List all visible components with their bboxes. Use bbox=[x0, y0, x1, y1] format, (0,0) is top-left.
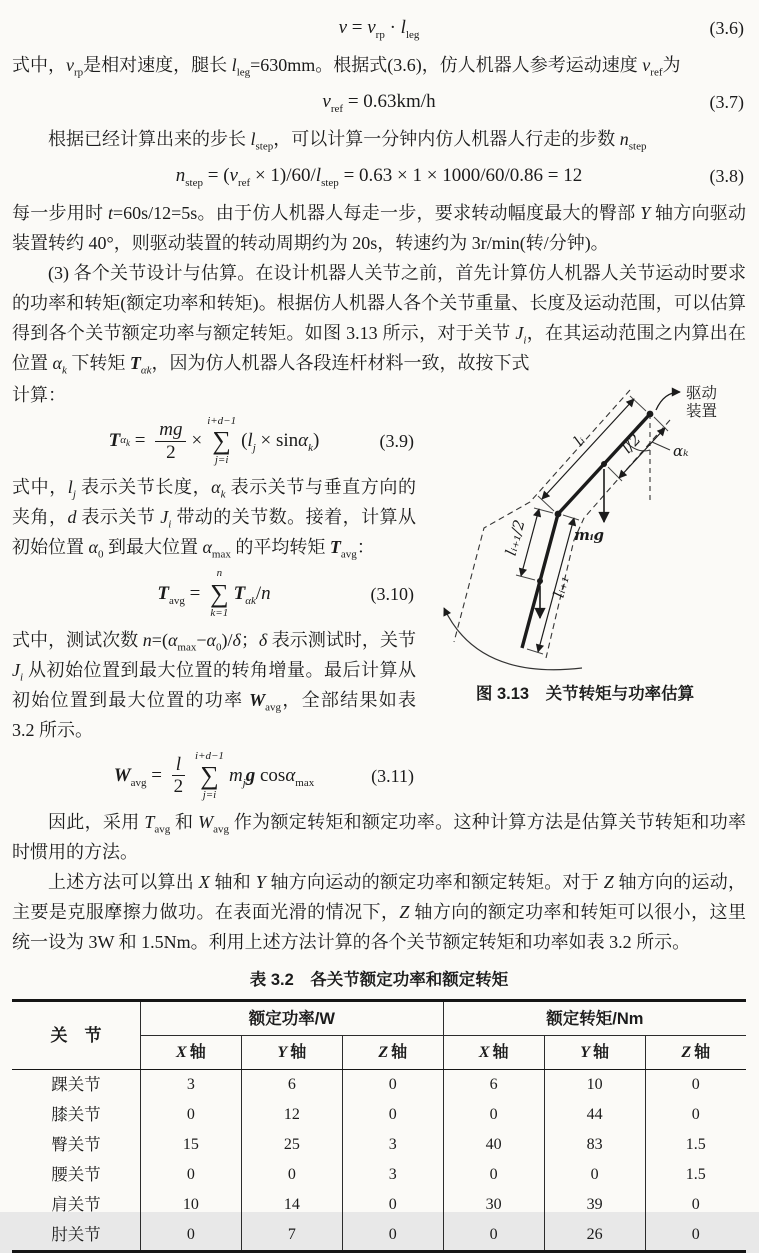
paragraph-calc-label: 计算： bbox=[12, 385, 66, 405]
table-cell-value: 0 bbox=[645, 1070, 746, 1101]
table-cell-value: 0 bbox=[443, 1160, 544, 1190]
alpha-k-label: αₖ bbox=[673, 442, 689, 460]
l-i1-half-label: lᵢ₊₁/2 bbox=[501, 517, 529, 558]
table-row bbox=[12, 1100, 746, 1130]
two-column-section bbox=[12, 380, 746, 807]
paragraph-relative-speed: 式中，$v_{rp}$是相对速度，腿长 $l_{leg}=630mm$。根据式(3.6)，仿人机器人参考运动速度 $v_{ref}$为 bbox=[12, 55, 681, 79]
summation: n ∑ k=1 bbox=[210, 567, 229, 619]
table-cell-value: 0 bbox=[443, 1220, 544, 1252]
summation: i+d−1 ∑ j=i bbox=[195, 749, 224, 801]
equation-number: (3.11) bbox=[371, 765, 414, 786]
paragraph-conclusion-method: 因此，采用 $T_{avg}$ 和 $W_{avg}$ 作为额定转矩和额定功率。这种计算方法是估算关节转矩和功率时惯用的方法。 bbox=[12, 812, 747, 863]
silhouette-dashed-right bbox=[546, 420, 670, 658]
table-cell-value: 0 bbox=[443, 1100, 544, 1130]
equation-3-8 bbox=[12, 159, 746, 193]
equation-body: $v_{ref} = 0.63km/h$ bbox=[322, 91, 436, 115]
drive-device-label: 装置 bbox=[686, 403, 718, 420]
table-cell-value: 83 bbox=[544, 1130, 645, 1160]
table-cell-value: 25 bbox=[241, 1130, 342, 1160]
column-header-joint: 关 节 bbox=[12, 1001, 140, 1070]
table-cell-value: 0 bbox=[140, 1220, 241, 1252]
table-row bbox=[12, 1220, 746, 1252]
table-cell-value: 14 bbox=[241, 1190, 342, 1220]
table-row bbox=[12, 1130, 746, 1160]
table-cell-value: 0 bbox=[342, 1220, 443, 1252]
joint-label: 膝关节 bbox=[51, 1105, 101, 1125]
table-row bbox=[12, 1160, 746, 1190]
table-cell-value: 0 bbox=[645, 1220, 746, 1252]
l-i-label: lᵢ bbox=[570, 431, 589, 450]
summation: i+d−1 ∑ j=i bbox=[207, 415, 237, 467]
equation-body: $v = v_{rp} \cdot l_{leg}$ bbox=[338, 17, 420, 41]
joint-torque-diagram bbox=[424, 380, 746, 680]
table-row bbox=[12, 1070, 746, 1101]
table-cell-value: 0 bbox=[241, 1160, 342, 1190]
column-group-rated-torque: 额定转矩/Nm bbox=[443, 1001, 746, 1036]
table-cell-value: 39 bbox=[544, 1190, 645, 1220]
equation-3-9: T $\alpha_k$ = $\frac{mg}{2}$ × i+d−1 ∑ j=i $(l_j \times \sin\alpha_k)$ (3.9) bbox=[108, 415, 414, 467]
table-cell-value: 44 bbox=[544, 1100, 645, 1130]
equation-3-11: $W_{avg}$ = $\frac{l}{2}$ i+d−1 ∑ j=i $m_jg$ cosα$_{max}$ (3.11) bbox=[113, 749, 414, 801]
table-title: 表 3.2 各关节额定功率和额定转矩 bbox=[249, 971, 509, 990]
column-header-z-axis: Z 轴 bbox=[645, 1036, 746, 1070]
paragraph-eq39-legend: 式中，$l_j$ 表示关节长度，$\alpha_k$ 表示关节与垂直方向的夹角，d 表示关节 $J_i$ 带动的关节数。接着，计算从初始位置 $\alpha_0$ 到最大位置 $\alpha_{max}$ 的平均转矩 $T_{avg}$： bbox=[12, 477, 417, 561]
joint-label: 肩关节 bbox=[51, 1195, 101, 1215]
l-half-label: l/2 bbox=[618, 430, 645, 457]
equation-number: (3.7) bbox=[709, 92, 744, 112]
table-cell-value: 6 bbox=[241, 1070, 342, 1101]
swing-arc bbox=[444, 608, 582, 670]
table-cell-value: 10 bbox=[140, 1190, 241, 1220]
upper-mass-dot bbox=[601, 461, 607, 467]
figure-caption: 图 3.13 关节转矩与功率估算 bbox=[475, 685, 695, 703]
equation-body: $n_{step} = (v_{ref} \times 1)/60/l_{step} = 0.63 \times 1 \times 1000/60/0.86 = 12$ bbox=[175, 165, 583, 189]
drive-device-leader bbox=[656, 392, 680, 410]
drive-device-label: 驱动 bbox=[686, 385, 718, 402]
dimension-l-i1-half bbox=[521, 509, 539, 576]
knee-joint-dot bbox=[555, 511, 562, 518]
m-i-g-label: mᵢg bbox=[574, 526, 604, 544]
paragraph-step-count: 根据已经计算出来的步长 $l_{step}$，可以计算一分钟内仿人机器人行走的步数 $n_{step}$ bbox=[48, 129, 647, 153]
joint-label: 踝关节 bbox=[51, 1075, 101, 1095]
table-cell-value: 26 bbox=[544, 1220, 645, 1252]
table-body bbox=[12, 1070, 746, 1252]
column-header-y-axis: Y 轴 bbox=[241, 1036, 342, 1070]
column-header-z-axis: Z 轴 bbox=[342, 1036, 443, 1070]
equation-number: (3.9) bbox=[379, 431, 414, 452]
table-cell-value: 40 bbox=[443, 1130, 544, 1160]
equation-number: (3.10) bbox=[370, 583, 414, 604]
equation-3-6 bbox=[12, 11, 746, 45]
equation-number: (3.6) bbox=[709, 18, 744, 38]
fraction: $\frac{mg}{2}$ bbox=[155, 419, 186, 464]
table-cell-value: 0 bbox=[342, 1070, 443, 1101]
table-cell-value: 3 bbox=[140, 1070, 241, 1101]
drive-joint-dot bbox=[647, 411, 654, 418]
table-cell-value: 1.5 bbox=[645, 1160, 746, 1190]
table-cell-value: 0 bbox=[544, 1160, 645, 1190]
paragraph-joint-design: (3) 各个关节设计与估算。在设计机器人关节之前，首先计算仿人机器人关节运动时要求的功率和转矩(额定功率和转矩)。根据仿人机器人各个关节重量、长度及运动范围，可以估算得到各个关节额定功率与额定转矩。如图 3.13 所示，对于关节 $J_i$，在其运动范围之内算出在位置 $\alpha_k$ 下转矩 $T_{\alpha k}$，因为仿人机器人各段连杆材料一致，故按下式 bbox=[12, 263, 747, 377]
table-3-2 bbox=[12, 999, 746, 1253]
table-cell-value: 7 bbox=[241, 1220, 342, 1252]
table-cell-value: 30 bbox=[443, 1190, 544, 1220]
dimension-l-i bbox=[542, 399, 634, 499]
table-cell-value: 15 bbox=[140, 1130, 241, 1160]
table-cell-value: 0 bbox=[342, 1100, 443, 1130]
table-row bbox=[12, 1190, 746, 1220]
column-header-x-axis: X 轴 bbox=[140, 1036, 241, 1070]
fraction: $\frac{l}{2}$ bbox=[173, 753, 184, 798]
left-column bbox=[12, 380, 416, 807]
column-group-rated-power: 额定功率/W bbox=[140, 1001, 443, 1036]
equation-3-10: $T_{avg}$ = n ∑ k=1 $T_{\alpha k}/n$ (3.10) bbox=[157, 567, 414, 619]
equation-number: (3.8) bbox=[709, 166, 744, 186]
column-header-x-axis: X 轴 bbox=[443, 1036, 544, 1070]
paragraph-z-axis: 上述方法可以算出 X 轴和 Y 轴方向运动的额定功率和额定转矩。对于 Z 轴方向的运动，主要是克服摩擦力做功。在表面光滑的情况下，Z 轴方向的额定功率和转矩可以很小，这里统一设为 3W 和 1.5Nm。利用上述方法计算的各个关节额定转矩和功率如表 3.2 所示。 bbox=[12, 872, 747, 953]
table-cell-value: 6 bbox=[443, 1070, 544, 1101]
equation-3-7 bbox=[12, 85, 746, 119]
table-cell-value: 0 bbox=[645, 1100, 746, 1130]
l-i1-label: lᵢ₊₁ bbox=[549, 573, 573, 600]
table-cell-value: 0 bbox=[140, 1160, 241, 1190]
table-cell-value: 3 bbox=[342, 1160, 443, 1190]
joint-label: 肘关节 bbox=[51, 1225, 101, 1245]
lower-mass-dot bbox=[537, 578, 543, 584]
table-cell-value: 0 bbox=[342, 1190, 443, 1220]
table-cell-value: 0 bbox=[645, 1190, 746, 1220]
table-cell-value: 1.5 bbox=[645, 1130, 746, 1160]
table-cell-value: 10 bbox=[544, 1070, 645, 1101]
paragraph-step-time: 每一步用时 t=60s/12=5s。由于仿人机器人每走一步，要求转动幅度最大的臀部 Y 轴方向驱动装置转约 40°，则驱动装置的转动周期约为 20s，转速约为 3r/min(转/分钟)。 bbox=[12, 203, 747, 253]
figure-3-13 bbox=[424, 380, 746, 706]
table-cell-value: 3 bbox=[342, 1130, 443, 1160]
column-header-y-axis: Y 轴 bbox=[544, 1036, 645, 1070]
table-cell-value: 12 bbox=[241, 1100, 342, 1130]
paragraph-eq310-legend: 式中，测试次数 $n=(\alpha_{max}-\alpha_0)/\delta$；δ 表示测试时，关节 $J_i$ 从初始位置到最大位置的转角增量。最后计算从初始位置到最大位置的功率 $W_{avg}$，全部结果如表 3.2 所示。 bbox=[12, 629, 417, 740]
table-cell-value: 0 bbox=[140, 1100, 241, 1130]
joint-label: 臀关节 bbox=[51, 1135, 101, 1155]
joint-label: 腰关节 bbox=[51, 1165, 101, 1185]
